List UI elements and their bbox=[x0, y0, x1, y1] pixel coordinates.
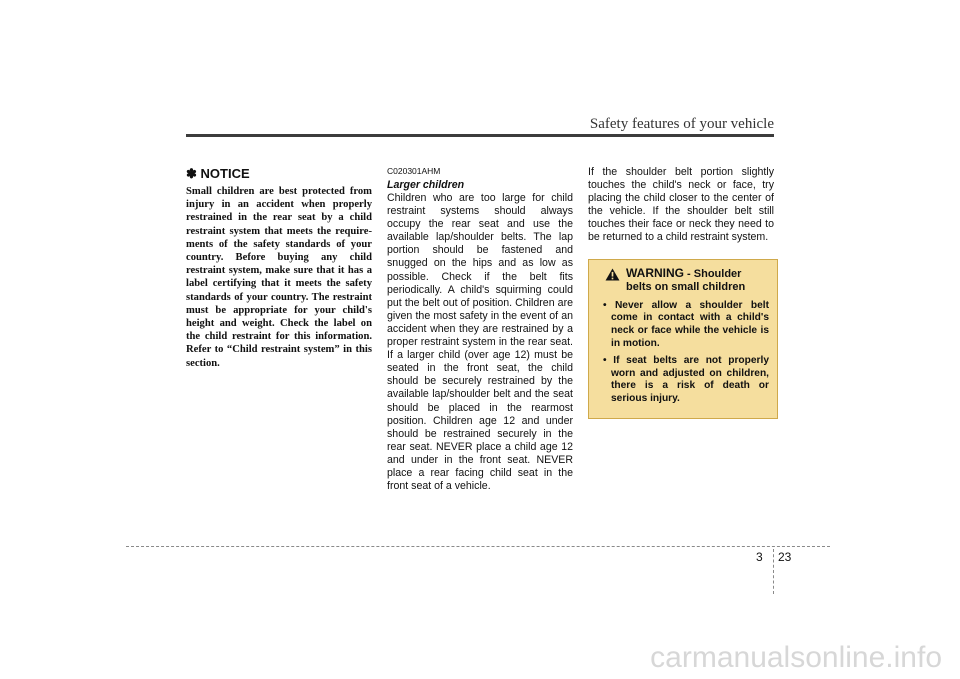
warning-heading-text bbox=[626, 267, 769, 294]
header-rule bbox=[186, 134, 774, 137]
notice-text: Small children are best protected from injury in an accident when properly restrained in the rear seat by a child restraint system that meets the requirements of the safety standards of your country. Before buying any child restraint system, make sure that it has a label certifying that it meets the safety standards of your country. The restraint must be appropriate for your child's height and weight. Check the label on the child restraint for this information. Refer to “Child restraint system” in this section. bbox=[186, 186, 372, 369]
notice-symbol-icon: ✽ bbox=[186, 166, 197, 181]
page-header-title: Safety features of your vehicle bbox=[589, 116, 774, 132]
section-code: C020301AHM bbox=[387, 166, 441, 176]
chapter-number: 3 bbox=[756, 550, 763, 564]
watermark: carmanualsonline.info bbox=[650, 641, 942, 674]
notice-column bbox=[186, 166, 372, 370]
shoulder-belt-column bbox=[588, 166, 774, 419]
warning-label: WARNING bbox=[626, 265, 684, 280]
larger-children-text: Children who are too large for child restraint systems should always occupy the rear seat and use the available lap/shoulder belts. The lap portion should be fastened and snugged on the hips and as low as possible. Check if the belt fits periodically. A child's squirming could put the belt out of position. Children are given the most safety in the event of an accident when they are restrained by a proper restraint system in the rear seat. If a larger child (over age 12) must be seated in the front seat, the child should be securely restrained by the available lap/shoulder belt and the seat should be placed in the rearmost position. Children age 12 and under should be restrained securely in the rear seat. NEVER place a child age 12 and under in the front seat. NEVER place a rear facing child seat in the front seat of a vehicle. bbox=[387, 192, 573, 493]
section-title: Larger children bbox=[387, 179, 465, 191]
warning-heading bbox=[597, 267, 769, 294]
shoulder-belt-text: If the shoulder belt portion slightly touches the child's neck or face, try placing the child closer to the center of the vehicle. If the shoulder belt still touches their face or neck they need to be returned to a child restraint system. bbox=[588, 166, 774, 244]
warning-box bbox=[588, 259, 778, 419]
larger-children-column bbox=[387, 166, 573, 493]
footer-rule bbox=[126, 546, 830, 547]
warning-item: • Never allow a shoulder belt come in contact with a child's neck or face while the vehicle is in motion. bbox=[597, 300, 769, 351]
page-number: 23 bbox=[778, 550, 792, 564]
warning-list bbox=[597, 300, 769, 406]
warning-triangle-icon bbox=[605, 268, 620, 281]
warning-subtitle: - Shoulder belts on small children bbox=[626, 267, 746, 293]
warning-item: • If seat belts are not properly worn and adjusted on children, there is a risk of death or serious injury. bbox=[597, 355, 769, 406]
notice-heading bbox=[186, 166, 372, 182]
footer-vertical-rule bbox=[773, 549, 774, 594]
notice-label: NOTICE bbox=[200, 166, 250, 181]
